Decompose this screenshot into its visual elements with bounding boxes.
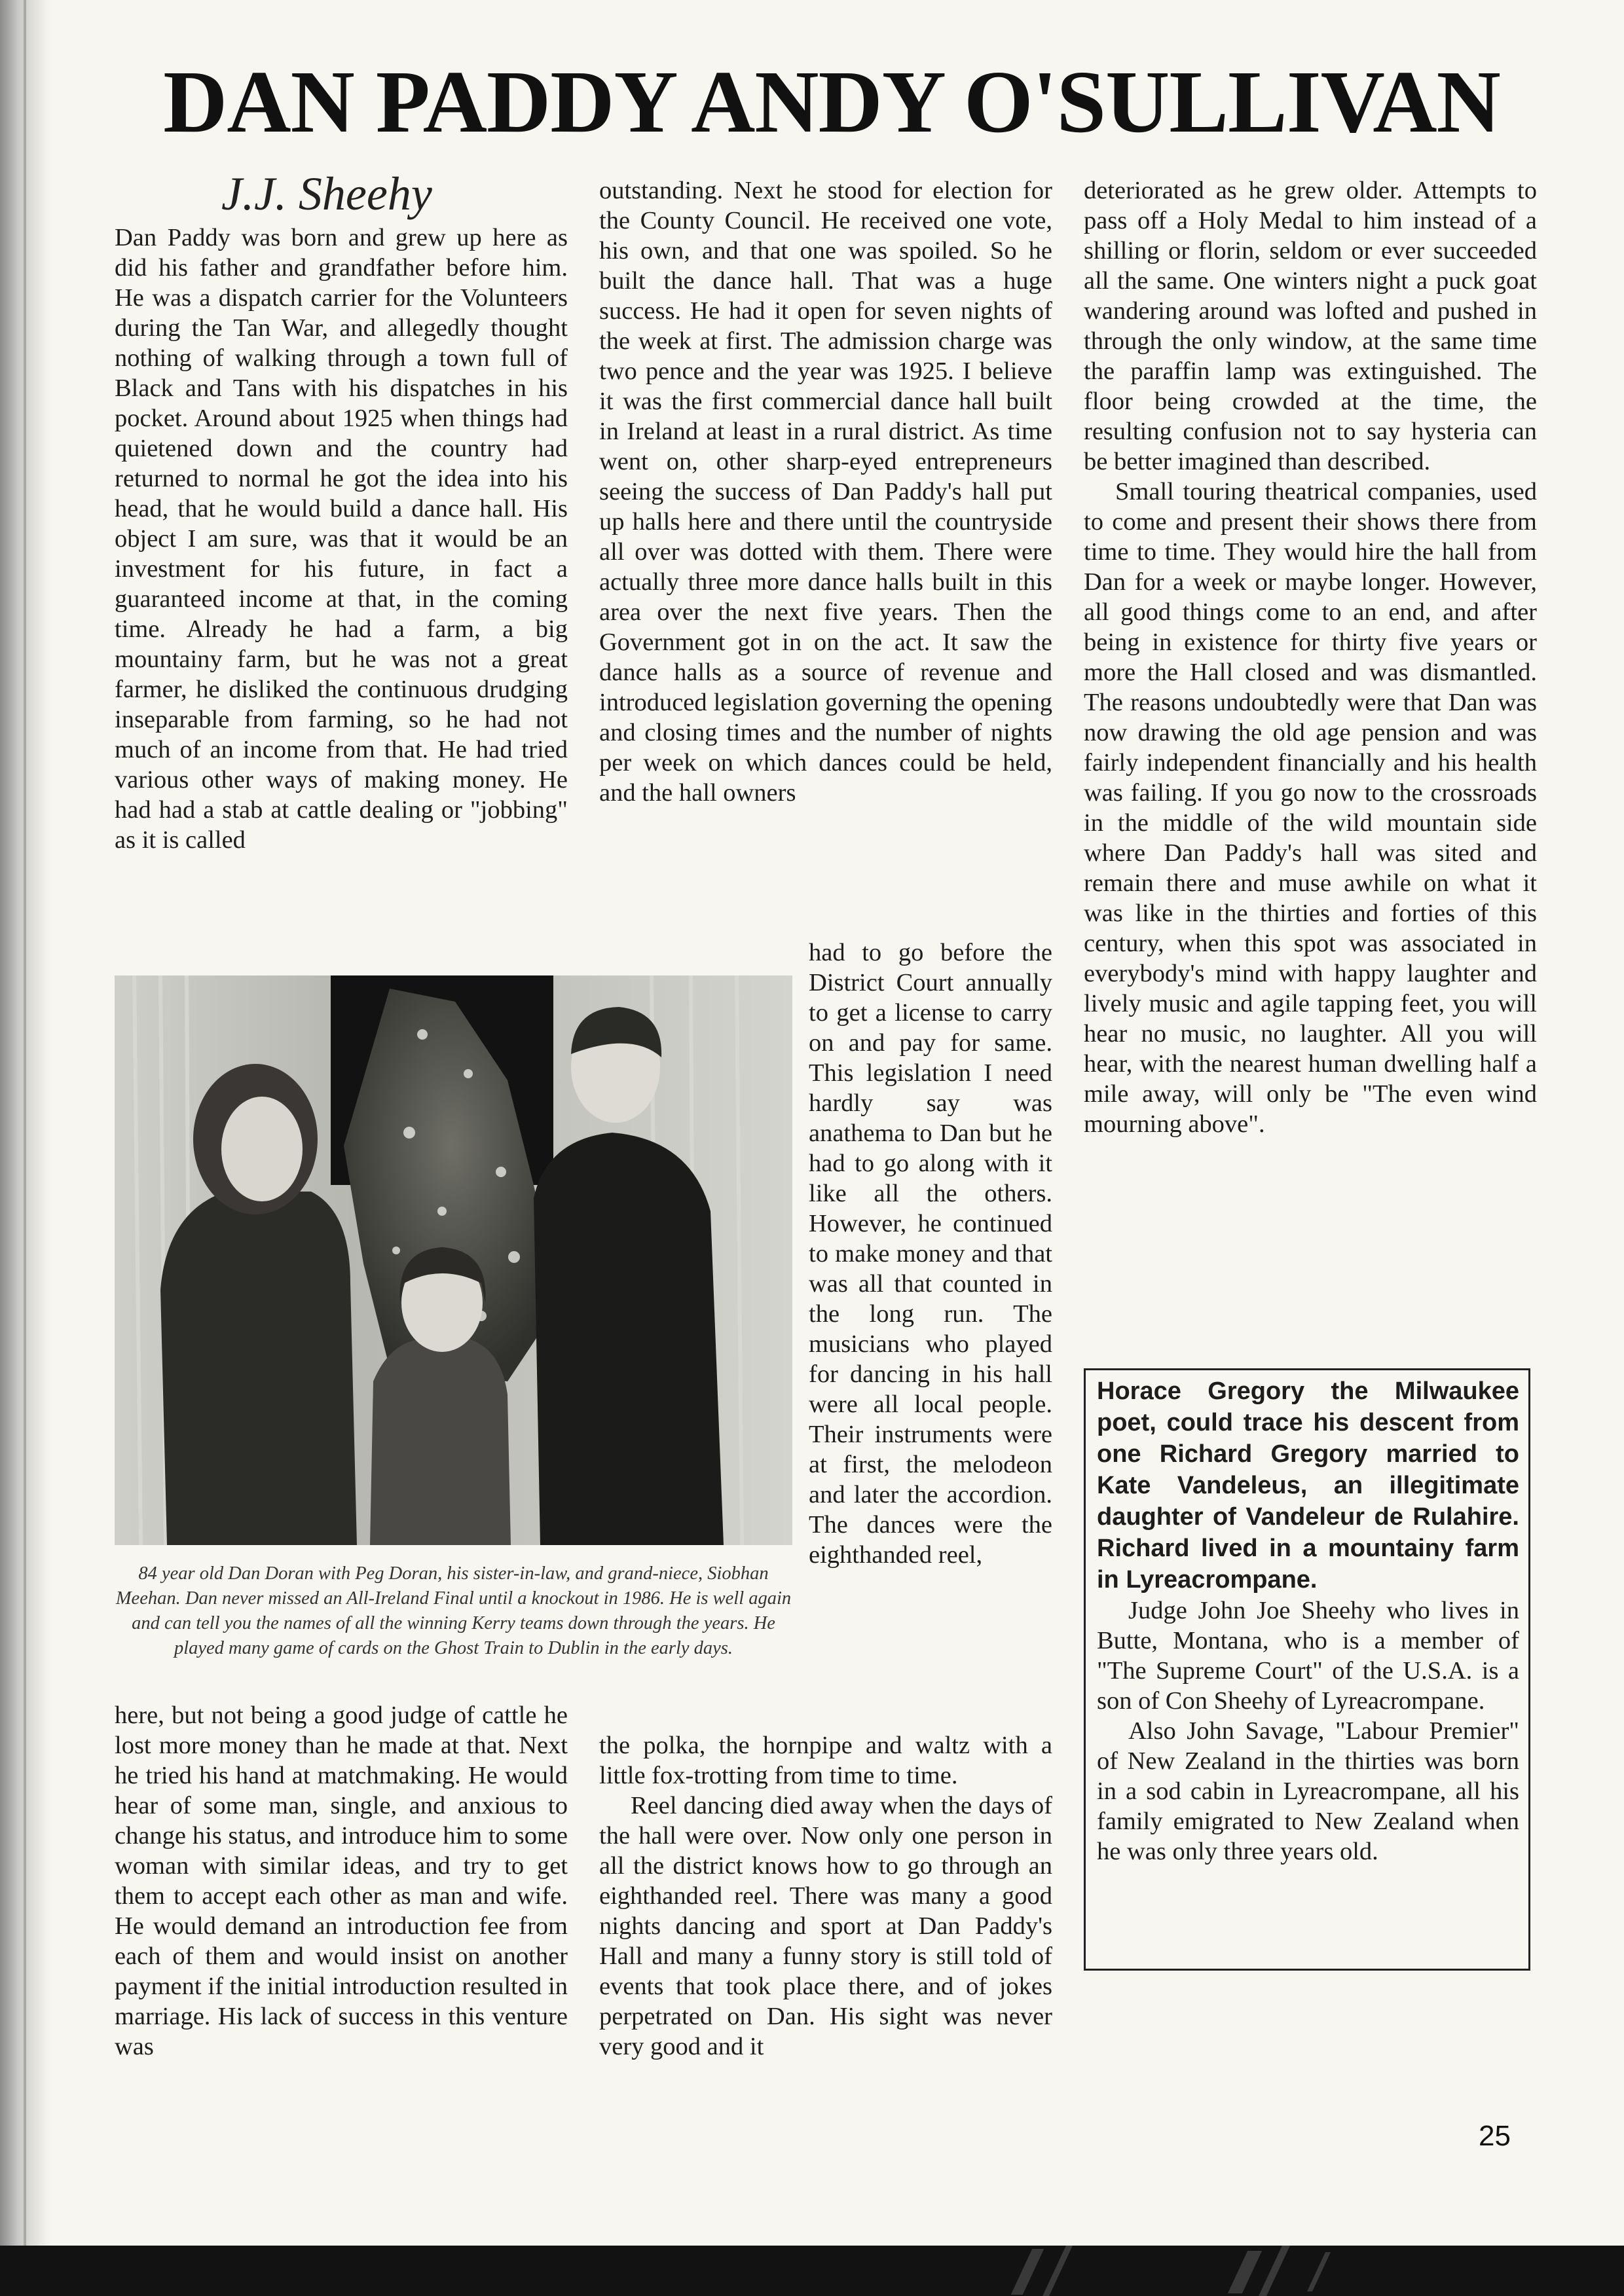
column-2-narrow xyxy=(809,938,1052,1570)
author-byline: J.J. Sheehy xyxy=(221,168,432,220)
binding-line xyxy=(24,0,26,2296)
photo-caption: 84 year old Dan Doran with Peg Doran, his sister-in-law, and grand-niece, Siobhan Meehan. Dan never missed an All-Ireland Final until a knockout in 1986. He is well again and can tell you the names of all the winning Kerry teams down through the years. He played many game of cards on the Ghost Train to Dublin in the early days. xyxy=(115,1563,792,1658)
photo-image xyxy=(115,975,792,1545)
paragraph: Small touring theatrical companies, used to come and present their shows there from time to time. They would hire the hall from Dan for a week or maybe longer. However, all good things come to an end, and after being in existence for thirty five years or more the Hall closed and was dismantled. The reasons undoubtedly were that Dan was now drawing the old age pension and was fairly independent financially and his health was failing. If you go now to the crossroads in the middle of the wild mountain side where Dan Paddy's hall was sited and remain there and muse awhile on what it was like in the thirties and forties of this century, when this spot was associated in everybody's mind with happy laughter and lively music and agile tapping feet, you will hear no music, no laughter. All you will hear, with the nearest human dwelling half a mile away, will only be "The even wind mourning above". xyxy=(1084,478,1537,1138)
column-3 xyxy=(1084,175,1537,1139)
page-number: 25 xyxy=(1479,2120,1511,2152)
column-2-top xyxy=(599,175,1052,808)
paragraph: the polka, the hornpipe and waltz with a little fox-trotting from time to time. xyxy=(599,1732,1052,1789)
article-photo xyxy=(115,975,792,1545)
sidebar-lead: Horace Gregory the Milwaukee poet, could trace his descent from one Richard Gregory married to Kate Vandeleus, an illegitimate daughter of Vandeleur de Rulahire. Richard lived in a mountainy farm in Lyreacrompane. xyxy=(1097,1377,1519,1594)
paragraph: Reel dancing died away when the days of the hall were over. Now only one person in all the district knows how to go through an eighthanded reel. There was many a good nights dancing and sport at Dan Paddy's Hall and many a funny story is still told of events that took place there, and of jokes perpetrated on Dan. His sight was never very good and it xyxy=(599,1792,1052,2060)
bottom-dark-band xyxy=(0,2246,1624,2296)
paragraph: had to go before the District Court annually to get a license to carry on and pay for same. This legislation I need hardly say was anathema to Dan but he had to go along with it like all the others. However, he continued to make money and that was all that counted in the long run. The musicians who played for dancing in his hall were all local people. Their instruments were at first, the melodeon and later the accordion. The dances were the eighthanded reel, xyxy=(809,939,1052,1569)
column-1-top xyxy=(115,223,568,855)
sidebar-content xyxy=(1097,1376,1519,1867)
column-1-bottom xyxy=(115,1700,568,2062)
paragraph: deteriorated as he grew older. Attempts to pass off a Holy Medal to him instead of a shilling or florin, seldom or ever succeeded all the same. One winters night a puck goat wandering around was lofted and pushed in through the only window, at the same time the paraffin lamp was extinguished. The floor being crowded at the time, the resulting confusion not to say hysteria can be better imagined than described. xyxy=(1084,177,1537,475)
paragraph: here, but not being a good judge of cattle he lost more money than he made at that. Next he tried his hand at matchmaking. He would hear of some man, single, and anxious to change his status, and introduce him to some woman with similar ideas, and try to get them to accept each other as man and wife. He would demand an introduction fee from each of them and would insist on another payment if the initial introduction resulted in marriage. His lack of success in this venture was xyxy=(115,1702,568,2060)
sidebar-paragraph: Also John Savage, "Labour Premier" of New Zealand in the thirties was born in a sod cabin in Lyreacrompane, all his family emigrated to New Zealand when he was only three years old. xyxy=(1097,1717,1519,1865)
paragraph: Dan Paddy was born and grew up here as did his father and grandfather before him. He was a dispatch carrier for the Volunteers during the Tan War, and allegedly thought nothing of walking through a town full of Black and Tans with his dispatches in his pocket. Around about 1925 when things had quietened down and the country had returned to normal he got the idea into his head, that he would build a dance hall. His object I am sure, was that it would be an investment for his future, in fact a guaranteed income at that, in the coming time. Already he had a farm, a big mountainy farm, but he was not a great farmer, he disliked the continuous drudging inseparable from farming, so he had not much of an income from that. He had tried various other ways of making money. He had had a stab at cattle dealing or "jobbing" as it is called xyxy=(115,224,568,854)
article-title: DAN PADDY ANDY O'SULLIVAN xyxy=(163,53,1500,151)
column-2-bottom xyxy=(599,1730,1052,2062)
sidebar-paragraph: Judge John Joe Sheehy who lives in Butte, Montana, who is a member of "The Supreme Court" of the U.S.A. is a son of Con Sheehy of Lyreacrompane. xyxy=(1097,1597,1519,1715)
paragraph: outstanding. Next he stood for election for the County Council. He received one vote, his own, and that one was spoiled. So he built the dance hall. That was a huge success. He had it open for seven nights of the week at first. The admission charge was two pence and the year was 1925. I believe it was the first commercial dance hall built in Ireland at least in a rural district. As time went on, other sharp-eyed entrepreneurs seeing the success of Dan Paddy's hall put up halls here and there until the countryside all over was dotted with them. There were actually three more dance halls built in this area over the next five years. Then the Government got in on the act. It saw the dance halls as a source of revenue and introduced legislation governing the opening and closing times and the number of nights per week on which dances could be held, and the hall owners xyxy=(599,177,1052,807)
